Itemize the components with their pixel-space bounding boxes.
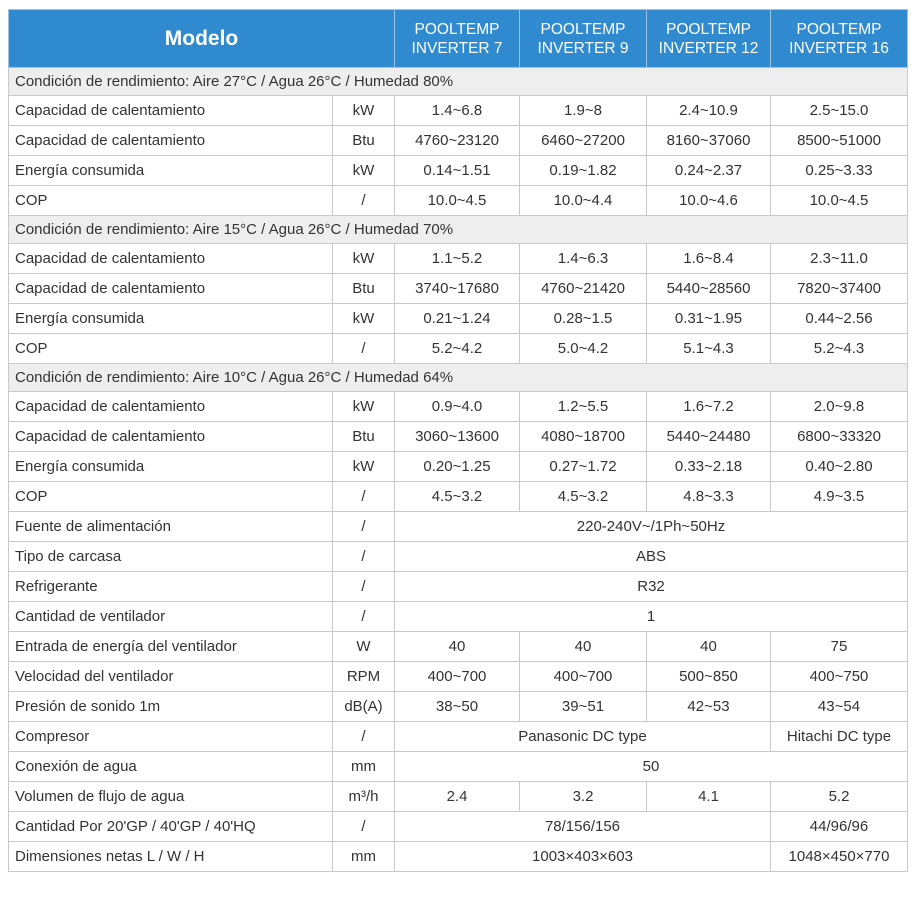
table-cell: 400~700 [395, 662, 520, 692]
model-column-header [520, 10, 647, 68]
row-label: Capacidad de calentamiento [9, 422, 333, 452]
table-cell: 5.2~4.3 [771, 334, 908, 364]
row-label: Entrada de energía del ventilador [9, 632, 333, 662]
table-cell: 1.9~8 [520, 96, 647, 126]
row-label: COP [9, 482, 333, 512]
table-cell: 5.2 [771, 782, 908, 812]
model-series: POOLTEMP [796, 20, 882, 38]
table-cell: 400~700 [520, 662, 647, 692]
table-cell: 6800~33320 [771, 422, 908, 452]
row-unit: W [333, 632, 395, 662]
row-label: Fuente de alimentación [9, 512, 333, 542]
table-row [9, 304, 908, 334]
table-cell: 220-240V~/1Ph~50Hz [395, 512, 908, 542]
table-row [9, 334, 908, 364]
table-cell: 0.31~1.95 [647, 304, 771, 334]
table-row [9, 422, 908, 452]
model-variant: INVERTER 7 [411, 39, 503, 57]
row-unit: / [333, 722, 395, 752]
table-cell: 3740~17680 [395, 274, 520, 304]
row-label: Velocidad del ventilador [9, 662, 333, 692]
table-cell: 2.5~15.0 [771, 96, 908, 126]
row-label: Tipo de carcasa [9, 542, 333, 572]
table-cell: 8160~37060 [647, 126, 771, 156]
table-cell: 0.19~1.82 [520, 156, 647, 186]
table-cell: ABS [395, 542, 908, 572]
model-column-header [771, 10, 908, 68]
section-title: Condición de rendimiento: Aire 27°C / Agua 26°C / Humedad 80% [9, 68, 908, 96]
table-cell: 44/96/96 [771, 812, 908, 842]
table-cell: 0.40~2.80 [771, 452, 908, 482]
table-cell: 0.20~1.25 [395, 452, 520, 482]
table-cell: 5440~28560 [647, 274, 771, 304]
row-unit: mm [333, 752, 395, 782]
table-cell: 0.24~2.37 [647, 156, 771, 186]
table-row [9, 812, 908, 842]
table-cell: 4.1 [647, 782, 771, 812]
table-cell: 1.1~5.2 [395, 244, 520, 274]
table-row [9, 782, 908, 812]
table-cell: 1.2~5.5 [520, 392, 647, 422]
row-label: Capacidad de calentamiento [9, 96, 333, 126]
table-cell: 0.27~1.72 [520, 452, 647, 482]
table-cell: 75 [771, 632, 908, 662]
model-column-header [647, 10, 771, 68]
table-row [9, 662, 908, 692]
row-label: Dimensiones netas L / W / H [9, 842, 333, 872]
row-unit: / [333, 812, 395, 842]
model-series: POOLTEMP [540, 20, 626, 38]
table-row [9, 722, 908, 752]
row-label: Volumen de flujo de agua [9, 782, 333, 812]
table-row [9, 752, 908, 782]
table-cell: Hitachi DC type [771, 722, 908, 752]
row-unit: Btu [333, 422, 395, 452]
row-unit: kW [333, 304, 395, 334]
model-header: Modelo [9, 10, 395, 68]
table-cell: 0.44~2.56 [771, 304, 908, 334]
table-cell: 10.0~4.5 [395, 186, 520, 216]
row-label: Energía consumida [9, 304, 333, 334]
table-cell: 500~850 [647, 662, 771, 692]
table-cell: 1.6~8.4 [647, 244, 771, 274]
header-row [9, 10, 908, 68]
table-cell: 5.1~4.3 [647, 334, 771, 364]
table-cell: 5.0~4.2 [520, 334, 647, 364]
table-cell: 5440~24480 [647, 422, 771, 452]
row-unit: / [333, 186, 395, 216]
model-variant: INVERTER 12 [658, 39, 759, 57]
row-unit: Btu [333, 274, 395, 304]
table-row [9, 542, 908, 572]
table-cell: 0.21~1.24 [395, 304, 520, 334]
model-variant: INVERTER 16 [789, 39, 889, 57]
table-cell: 1048×450×770 [771, 842, 908, 872]
table-cell: 0.33~2.18 [647, 452, 771, 482]
row-unit: / [333, 602, 395, 632]
row-label: Compresor [9, 722, 333, 752]
table-row [9, 244, 908, 274]
row-unit: kW [333, 244, 395, 274]
table-cell: 1.6~7.2 [647, 392, 771, 422]
table-cell: 4.5~3.2 [395, 482, 520, 512]
table-cell: 2.4~10.9 [647, 96, 771, 126]
table-row [9, 186, 908, 216]
row-label: Cantidad de ventilador [9, 602, 333, 632]
table-cell: 4.8~3.3 [647, 482, 771, 512]
table-row [9, 842, 908, 872]
row-unit: Btu [333, 126, 395, 156]
row-unit: / [333, 512, 395, 542]
row-unit: kW [333, 96, 395, 126]
table-cell: 5.2~4.2 [395, 334, 520, 364]
row-unit: / [333, 334, 395, 364]
table-cell: 38~50 [395, 692, 520, 722]
model-variant: INVERTER 9 [537, 39, 629, 57]
row-unit: / [333, 572, 395, 602]
row-label: Energía consumida [9, 452, 333, 482]
table-row [9, 602, 908, 632]
model-column-header [395, 10, 520, 68]
row-label: Cantidad Por 20'GP / 40'GP / 40'HQ [9, 812, 333, 842]
table-row [9, 452, 908, 482]
table-cell: Panasonic DC type [395, 722, 771, 752]
row-unit: mm [333, 842, 395, 872]
model-series: POOLTEMP [414, 20, 500, 38]
table-cell: 78/156/156 [395, 812, 771, 842]
table-row [9, 632, 908, 662]
table-cell: 4760~21420 [520, 274, 647, 304]
table-cell: 40 [395, 632, 520, 662]
table-cell: 1003×403×603 [395, 842, 771, 872]
table-cell: 7820~37400 [771, 274, 908, 304]
table-row [9, 692, 908, 722]
row-unit: / [333, 482, 395, 512]
table-cell: 3060~13600 [395, 422, 520, 452]
table-cell: 40 [520, 632, 647, 662]
table-cell: 400~750 [771, 662, 908, 692]
row-label: COP [9, 186, 333, 216]
table-cell: 4.9~3.5 [771, 482, 908, 512]
row-unit: kW [333, 156, 395, 186]
row-label: Capacidad de calentamiento [9, 392, 333, 422]
row-label: Capacidad de calentamiento [9, 244, 333, 274]
table-row [9, 572, 908, 602]
table-row [9, 126, 908, 156]
section-title: Condición de rendimiento: Aire 10°C / Agua 26°C / Humedad 64% [9, 364, 908, 392]
table-cell: 10.0~4.4 [520, 186, 647, 216]
row-label: Refrigerante [9, 572, 333, 602]
row-unit: kW [333, 392, 395, 422]
table-cell: 2.3~11.0 [771, 244, 908, 274]
section-row [9, 68, 908, 96]
table-cell: 0.14~1.51 [395, 156, 520, 186]
table-cell: 10.0~4.5 [771, 186, 908, 216]
table-cell: 2.4 [395, 782, 520, 812]
row-label: Energía consumida [9, 156, 333, 186]
row-label: COP [9, 334, 333, 364]
table-cell: 2.0~9.8 [771, 392, 908, 422]
table-cell: 1 [395, 602, 908, 632]
row-label: Conexión de agua [9, 752, 333, 782]
table-row [9, 482, 908, 512]
model-series: POOLTEMP [666, 20, 751, 38]
table-cell: 10.0~4.6 [647, 186, 771, 216]
row-unit: kW [333, 452, 395, 482]
row-label: Capacidad de calentamiento [9, 274, 333, 304]
row-unit: / [333, 542, 395, 572]
table-cell: R32 [395, 572, 908, 602]
table-cell: 42~53 [647, 692, 771, 722]
table-cell: 3.2 [520, 782, 647, 812]
table-cell: 4080~18700 [520, 422, 647, 452]
table-row [9, 96, 908, 126]
table-cell: 39~51 [520, 692, 647, 722]
table-row [9, 274, 908, 304]
table-cell: 1.4~6.3 [520, 244, 647, 274]
table-cell: 0.9~4.0 [395, 392, 520, 422]
table-row [9, 156, 908, 186]
table-cell: 6460~27200 [520, 126, 647, 156]
table-cell: 4760~23120 [395, 126, 520, 156]
row-label: Capacidad de calentamiento [9, 126, 333, 156]
table-cell: 4.5~3.2 [520, 482, 647, 512]
table-cell: 43~54 [771, 692, 908, 722]
row-unit: m³/h [333, 782, 395, 812]
table-cell: 0.28~1.5 [520, 304, 647, 334]
row-label: Presión de sonido 1m [9, 692, 333, 722]
table-row [9, 392, 908, 422]
table-cell: 8500~51000 [771, 126, 908, 156]
section-title: Condición de rendimiento: Aire 15°C / Agua 26°C / Humedad 70% [9, 216, 908, 244]
spec-table-container [8, 9, 907, 872]
row-unit: dB(A) [333, 692, 395, 722]
table-cell: 40 [647, 632, 771, 662]
table-cell: 0.25~3.33 [771, 156, 908, 186]
table-cell: 1.4~6.8 [395, 96, 520, 126]
row-unit: RPM [333, 662, 395, 692]
spec-table [8, 9, 908, 872]
section-row [9, 364, 908, 392]
section-row [9, 216, 908, 244]
table-row [9, 512, 908, 542]
table-cell: 50 [395, 752, 908, 782]
